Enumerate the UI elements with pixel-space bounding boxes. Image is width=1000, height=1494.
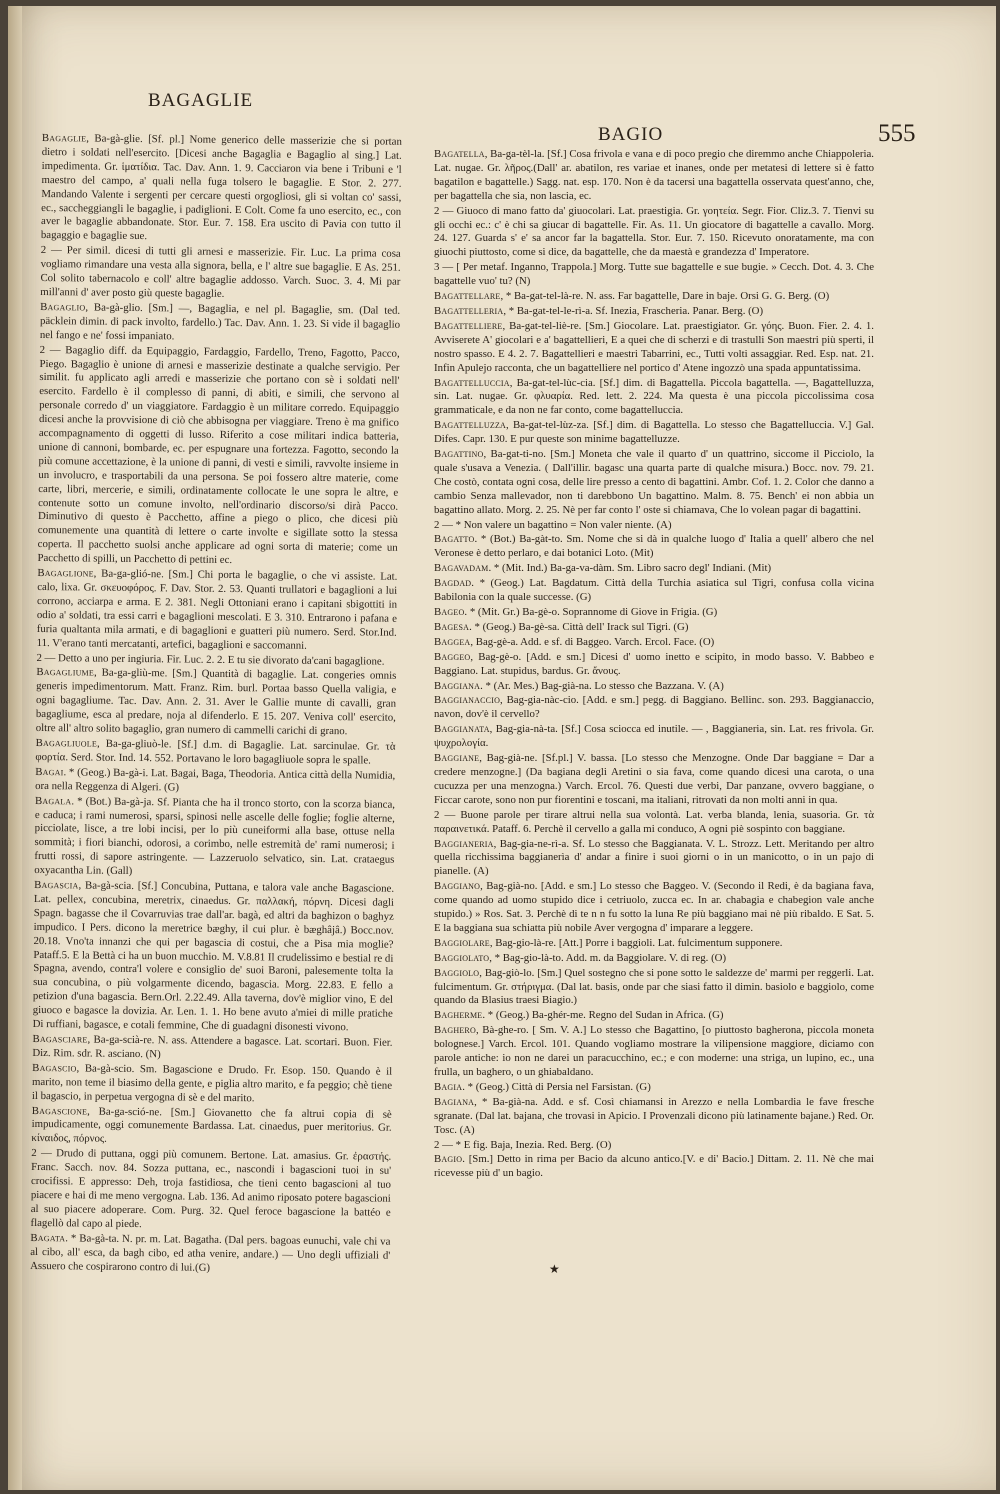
entry-text: . [Sm.] Detto in rima per Bacio da alcuno antico.[V. e di' Bacio.] Dittam. 2. 11. Nè che mai ricevesse più d' un bagio. [434, 1153, 874, 1180]
headword: Bagala [34, 794, 72, 807]
dictionary-entry [434, 636, 874, 650]
entry-text: , Ba-gà-scio. Sm. Bagascione e Drudo. Fr. Esop. 150. Quando è il marito, non teme il biasimo della gente, e piglia altro marito, e fa peggio; chè tiene il bagascio, in perpetua vergogna di sè e del marito. [31, 1062, 393, 1104]
headword: Bagattelluccia [434, 376, 510, 389]
dictionary-entry [434, 148, 874, 204]
headword: Bagavadam [434, 562, 489, 575]
running-head-left: BAGAGLIE [148, 90, 254, 111]
entry-sense [434, 519, 874, 533]
dictionary-entry [434, 838, 874, 880]
entry-text: 2 — Bagaglio diff. da Equipaggio, Fardaggio, Fardello, Treno, Fagotto, Pacco, Piego. Bagaglio è unione di arnesi e masserizie destinate a qualche servigio. Per similit. fu applicato agli arredi e masserizie che portano con sè i soldati nell' esercito. Fardello è il complesso di panni, di abiti, e simili, che servono al personale corredo d' un viaggiatore. Fardaggio è un militare corredo. Equipaggio dicesi anche la provvisione di ciò che abbisogna per viaggiare. Treno è ma gnifico accompagnamento di oggetti di lusso. Riferito a cose militari indica batteria, unione di cannoni, bombarde, ec. per espugnare una fortezza. Fagotto, secondo la più comune accettazione, è la unione di panni, di vesti e simili, ravvolte insieme in un involucro, e trasportabili da una persona. Se poi fossero altre materie, come carte, libri, mercerie, e simili, ordinatamente collocate le une sopra le altre, e contenute sotto un comune involto, nell'ordinario discorso/si dirà Pacco. Diminutivo di questo è Pacchetto, affine a piego o plico, che dicesi più comunemente una quantità di lettere o carte involte e sigillate sotto la stessa coperta. Il pacchetto suolsi anche applicare ad ogni sorta di materie; come un Pacchetto di spilli, un Pacchetto di pettini ec. [37, 343, 400, 567]
dictionary-entry [434, 419, 874, 447]
entry-text: . * (Bot.) Ba-gàt-to. Sm. Nome che si dà in qualche luogo d' Italia a quell' albero che nel Veronese è detto perlaro, e dai botanici Loto. (Mit) [434, 533, 874, 560]
entry-text: . * (Ar. Mes.) Bag-già-na. Lo stesso che Bazzana. V. (A) [480, 679, 724, 692]
entry-sense [434, 261, 874, 289]
dictionary-entry [434, 577, 874, 605]
headword: Baggiano [434, 880, 481, 893]
entry-text: . * Ba-gà-ta. N. pr. m. Lat. Bagatha. (Dal pers. bagoas eunuchi, vale chi va al cibo, all' esca, da bagh cibo, ed atha venire, andare.) — Uno degli uffiziali d' Assuero che cospirarono contro di lui.(G) [30, 1231, 391, 1274]
right-column [434, 148, 874, 1182]
headword: Bagherme [434, 1009, 483, 1022]
entry-text: , Ba-ga-gliù-me. [Sm.] Quantità di bagaglie. Lat. congeries omnis generis impedimentorum. Matt. Franz. Rim. burl. Portaa basso Quella valigia, e ogni bagagliume. Tac. Dav. Ann. 2. 31. Aver le Gallie munte di cavalli, gran bagagliume, esca al predare, noja al difenderlo. E 15. 207. Veniva coll' esercito, oltre all' altro solito bagaglio, gran numero di cammelli carichi di grano. [35, 667, 397, 738]
entry-text: 2 — Buone parole per tirare altrui nella sua volontà. Lat. verba blanda, lenia, suasoria. Gr. τὰ παραινετικά. Pataff. 6. Perchè il cervello a galla mi conduco, A ogni piè sospinto con baggiane. [434, 808, 874, 835]
entry-text: , * Ba-già-na. Add. e sf. Così chiamansi in Arezzo e nella Lombardia le fave fresche sgranate. (Dal lat. bajana, che trovasi in Apicio. I Provenzali dicono più latinamente bajane.) Red. Or. Tosc. (A) [434, 1095, 874, 1136]
dictionary-entry [434, 651, 874, 679]
entry-sense [434, 1139, 874, 1153]
headword: Bagattelleria [434, 304, 504, 317]
dictionary-entry [434, 562, 874, 576]
entry-text: , Ba-ga-scià-re. N. ass. Attendere a bagasce. Lat. scortari. Buon. Fier. Diz. Rim. sdr. R. asciano. (N) [32, 1033, 393, 1061]
headword: Bagiana [434, 1095, 475, 1108]
entry-text: , * Ba-gat-tel-là-re. N. ass. Far bagattelle, Dare in baje. Orsi G. G. Berg. (O) [500, 290, 830, 303]
end-mark: ★ [549, 1262, 560, 1276]
headword: Bagattino [434, 448, 484, 461]
entry-text: , * Ba-gat-tel-le-rì-a. Sf. Inezia, Frascheria. Panar. Berg. (O) [503, 304, 764, 317]
dictionary-entry [434, 723, 874, 751]
dictionary-entry [434, 1024, 874, 1080]
headword: Bagaglione [37, 567, 94, 580]
entry-sense [40, 244, 401, 303]
entry-text: , * Bag-gio-là-to. Add. m. da Baggiolare. V. di reg. (O) [489, 951, 727, 964]
dictionary-entry [434, 290, 874, 304]
dictionary-entry [434, 937, 874, 951]
entry-text: 3 — [ Per metaf. Inganno, Trappola.] Morg. Tutte sue bagattelle e sue bugie. » Cecch. Dot. 4. 3. Che bagattelle vuo' tu? (N) [434, 261, 874, 288]
entry-sense [37, 344, 399, 570]
dictionary-entry [41, 132, 402, 247]
entry-text: , Bà-ghe-ro. [ Sm. V. A.] Lo stesso che Bagattino, [o piuttosto bagherona, piccola moneta bolognese.] Varch. Ercol. 101. Quando vogliamo mostrare la vilipensione maggiore, diciamo con parole antiche: io non ne darei un paracucchino, ec.; e con moderne: una striga, un lupino, ec., una frulla, un baghero, o un ghiabaldano. [434, 1024, 874, 1078]
dictionary-entry [434, 606, 874, 620]
entry-text: 2 — * E fig. Baja, Inezia. Red. Berg. (O) [434, 1138, 612, 1151]
dictionary-entry [434, 1096, 874, 1138]
entry-text: , Bag-gio-là-re. [Att.] Porre i baggioli. Lat. fulcimentum supponere. [489, 936, 783, 949]
headword: Bagascione [31, 1104, 88, 1118]
entry-text: , Ba-ga-gliuò-le. [Sf.] d.m. di Bagaglie. Lat. sarcinulae. Gr. τὰ φορτία. Serd. Stor. Ind. 14. 552. Portavano le loro bagagliuole sopra le spalle. [35, 737, 396, 767]
dictionary-entry [434, 880, 874, 936]
entry-text: , Ba-gà-glio. [Sm.] —, Bagaglia, e nel pl. Bagaglie, sm. (Dal ted. päcklein dimin. di pack involto, fardello.) Tac. Dav. Ann. 1. 23. Si vide il bagaglio nel fango e ne' fossi impaniato. [39, 301, 401, 343]
dictionary-entry [35, 737, 395, 769]
entry-text: , Ba-gat-tel-liè-re. [Sm.] Giocolare. Lat. praestigiator. Gr. γόης. Buon. Fier. 2. 4. 1. Avviserete A' giocolari e a' bagattellieri, E a quei che di scherzi e di trastulli Son maestri più sperti, il nostro spasso. E 4. 2. 7. Bagattellieri e maestri Tabarrini, ec., Tutti volti assaggiar. Red. Esp. nat. 21. Infin Apulejo racconta, che un bagattelliere nel portico d' Atene ingozzò una spada appuntatissima. [434, 319, 874, 374]
entry-text: . * (Geog.) Lat. Bagdatum. Città della Turchia asiatica sul Tigri, confusa colla vicina Babilonia con la quale successe. (G) [434, 577, 874, 604]
headword: Bagascio [32, 1061, 77, 1075]
dictionary-entry [32, 1033, 392, 1065]
entry-text: . * (Mit. Ind.) Ba-ga-va-dàm. Sm. Libro sacro degl' Indiani. (Mit) [488, 562, 772, 575]
headword: Bagesa [434, 620, 470, 633]
dictionary-entry [434, 694, 874, 722]
entry-text: , Ba-ga-glió-ne. [Sm.] Chi porta le bagaglie, o che vi assiste. Lat. calo, lixa. Gr. σκευοφόρος. F. Dav. Stor. 2. 53. Quanti trullatori e bagaglioni a lui corrono, acciarpa e arma. E 2. 381. Negli Ottoniani erano i capitani sbigottiti in odio a' soldati, tra essi carri e bagaglioni mescolati. E 3. 310. Entrarono i pafana e furia qualtanta mila armati, e di bagaglioni e guatteri più numero. Serd. Stor.Ind. 11. V'erano tanti mercatanti, artefici, bagaglioni e saccomanni. [36, 567, 398, 652]
headword: Bagai [35, 765, 64, 779]
entry-text: 2 — Giuoco di mano fatto da' giuocolari. Lat. praestigia. Gr. γοητεία. Segr. Fior. Cliz.3. 7. Tienvi su gli occhi ec.: c' è chi sa giucar di bagattelle. Fir. As. 11. Un giocatore di bagattelle a cavallo. Morg. 24. 127. Guarda s' e' sa ancor far la bagattella. Stor. Eur. 7. 150. Ricevuto onoratamente, ma con giuochi piuttosto, come si dice, da bagattelle, che da maestà e grandezza d' Imperatore. [434, 204, 874, 259]
headword: Bagattelluzza [434, 419, 507, 432]
entry-text: . * (Geog.) Ba-ghér-me. Regno del Sudan in Africa. (G) [482, 1009, 724, 1022]
dictionary-entry [35, 766, 395, 798]
dictionary-entry [434, 952, 874, 966]
page-header [8, 90, 996, 147]
entry-text: . * (Geog.) Ba-gè-sa. Città dell' Irack sul Tigri. (G) [469, 620, 689, 633]
dictionary-entry [434, 1153, 874, 1181]
headword: Baggea [434, 635, 471, 648]
headword: Baggianata [434, 723, 490, 736]
dictionary-entry [434, 1009, 874, 1023]
entry-text: 2 — Detto a uno per ingiuria. Fir. Luc. 2. 2. E tu sie divorato da'cani bagaglione. [36, 651, 385, 668]
headword: Baggiana [434, 679, 481, 692]
entry-text: 2 — * Non valere un bagattino = Non valer niente. (A) [434, 518, 672, 531]
entry-sense [434, 205, 874, 261]
headword: Bagio [434, 1153, 463, 1166]
entry-text: , Ba-ga-tèl-la. [Sf.] Cosa frivola e vana e di poco pregio che diremmo anche Chiappoleria. Lat. nugae. Gr. λῆρος.(Dall' ar. abatilon, res variae et inanes, onde per metatesi di lettere si è fatto bagatilon e bagattelle.) Sagg. nat. esp. 170. Non è da tacersi una bagattella osservata quest'anno, che, per bagattella che sia, non lascia, ec. [434, 148, 874, 202]
binding-edge [8, 6, 22, 1490]
headword: Baggianeria [434, 837, 494, 850]
headword: Bagia [434, 1080, 463, 1093]
headword: Bagatella [434, 148, 485, 160]
entry-text: , Bag-già-no. [Add. e sm.] Lo stesso che Baggeo. V. (Secondo il Redi, è da bagiana fava, come quando ad uomo stupido dice i cetriuolo, zucca ec. In ar. chabagia e chabegion vale anche stupido.) » Ros. Sat. 3. Perchè di te n n fu sotto la luna Re più baggiano mai nè più ribaldo. E Sat. 5. E la baggiana sua schiatta più nobile Aver vergogna d' imparare a leggere. [434, 880, 874, 934]
headword: Bagatto [434, 533, 475, 546]
headword: Bagagliuole [35, 736, 98, 750]
entry-text: , Bag-gia-nàc-cio. [Add. e sm.] pegg. di Baggiano. Bellinc. son. 293. Baggianaccio, navon, dov'è il cervello? [434, 694, 874, 721]
entry-text: . * (Geog.) Città di Persia nel Farsistan. (G) [462, 1080, 651, 1093]
headword: Bagata [30, 1231, 66, 1244]
dictionary-entry [434, 320, 874, 376]
entry-text: . * (Geog.) Ba-gà-i. Lat. Bagai, Baga, Theodoria. Antica città della Numidia, ora nella Reggenza di Algeri. (G) [35, 766, 396, 794]
page-number: 555 [878, 120, 916, 147]
headword: Baggianaccio [434, 694, 501, 707]
dictionary-entry [434, 621, 874, 635]
headword: Bagattellare [434, 290, 501, 303]
dictionary-entry [32, 1062, 392, 1107]
entry-text: , Ba-gà-scia. [Sf.] Concubina, Puttana, e talora vale anche Bagascione. Lat. pellex, concubina, meretrix, cinaedus. Gr. παλλακή, πόρνη. Dicesi dagli Spagn. bagasse che il Covarruvias trae dall'ar. bagà, ed altri da baghizon o baghyz impudico. I Pers. dicono la meretrice bæghy, il cui plur. è bæghâjâ.) Bocc.nov. 20.18. Vno'ta innanzi che qui per bagascia di costui, che a Pisa mia moglie? Pataff.5. E la Bettà ci ha un buon mucchio. M. V.8.81 Il crudelissimo e bestial re di Spagna, avendo, contra'l volere e consiglio de' suoi Baroni, palesemente tolta la sua concubina, o più volgarmente dicendo, bagascia. Morg. 22.83. E fello a petizion d'una bagascia. Bern.Orl. 2.22.49. Alla taverna, dov'è miglior vino, E del giuoco e bagasce la dovizia. Ar. Len. 1. 1. Ho bene avuto a'miei di mille pratiche Di ruffiani, bagasce, e cotali femmine, Che di guadagni disonesti vivono. [32, 879, 395, 1034]
entry-text: , Bag-giò-lo. [Sm.] Quel sostegno che si pone sotto le saldezze de' marmi per reggerli. Lat. fulcimentum. Gr. στήριγμα. (Dal lat. basis, onde par che siasi fatto il dimin. basiolo e baggiolo, come quando da Blasius traesi Biagio.) [434, 966, 874, 1007]
entry-text: , Ba-gat-tel-lùc-cia. [Sf.] dim. di Bagattella. Piccola bagattella. —, Bagattelluzza, sin. Lat. nugae. Gr. φλυαρία. Red. lett. 2. 224. Ma questa è una piccola piccolissima cosa grammaticale, e da non ne far conto, come bagattelluccia. [434, 376, 874, 417]
headword: Bagattelliere [434, 319, 503, 332]
dictionary-entry [434, 377, 874, 419]
headword: Baggeo [434, 650, 471, 663]
entry-text: , Ba-gà-glie. [Sf. pl.] Nome generico delle masserizie che si portan dietro i soldati nell'esercito. [Dicesi anche Bagaglia e Bagaglio al sing.] Lat. impedimenta. Gr. ἱματίδια. Tac. Dav. Ann. 1. 9. Cacciaron via bene i Tribuni e 'l maestro del campo, a' quali nella fuga tolsero le bagaglie. E Stor. 2. 277. Mandando Valente i sergenti per cercare questi orgogliosi, gli si voltan co' sassi, ec., saccheggiangli le bagaglie, i padiglioni. E Colt. Come fa uno esercito, ec., con aver le bagaglie abbandonate. Stor. Eur. 7. 158. Era uscito di Pavia con tutto il bagaggio e bagaglie sue. [40, 132, 402, 243]
dictionary-entry [37, 567, 398, 654]
dictionary-entry [434, 1081, 874, 1095]
entry-sense [434, 809, 874, 837]
entry-text: . * (Mit. Gr.) Ba-gè-o. Soprannome di Giove in Frigia. (G) [464, 606, 718, 618]
left-column [30, 132, 402, 1278]
entry-text: 2 — Drudo di puttana, oggi più comunem. Bertone. Lat. amasius. Gr. ἐραστής. Franc. Sacch. nov. 84. Sozza puttana, ec., nascondi i bagascioni tuoi in su' crocifissi. E appresso: Deh, troja fastidiosa, che tieni cento bagascioni al tuo piacere e hai di me meno vergogna. Lab. 136. Ad animo riposato potere bagascioni al suo piacere adoperare. Com. Purg. 32. Quel feroce bagascione la battéo e flagellò dal capo al piede. [30, 1147, 392, 1230]
entry-text: , Bag-gè-o. [Add. e sm.] Dicesi d' uomo inetto e scipito, in modo basso. V. Babbeo e Baggiano. Lat. stupidus, bardus. Gr. ἄνους. [434, 650, 874, 677]
headword: Bagaglie [41, 132, 87, 145]
dictionary-page [8, 6, 996, 1490]
dictionary-entry [36, 666, 397, 739]
entry-text: , Ba-gat-ti-no. [Sm.] Moneta che vale il quarto d' un quattrino, siccome il Picciolo, la quale s'usava a Venezia. ( Dall'illir. bagasc una quarta parte di qualche misura.) Bocc. nov. 79. 21. Che costò, contata ogni cosa, delle lire presso a cento di bagattini. Ambr. Cof. 1. 2. Color che danno a cambio Senza mallevador, non ti darebbono Un bagattino. Malm. 8. 75. Bench' ei non abbia un bagattino allato. Morg. 2. 25. Nè per far conto l' oste si chiamava, Che lo volean pagar di bagattini. [434, 448, 874, 516]
headword: Bagaglio [40, 300, 86, 314]
entry-sense [30, 1147, 391, 1234]
running-head-right: BAGIO [598, 124, 664, 145]
dictionary-entry [434, 967, 874, 1009]
entry-text: 2 — Per simil. dicesi di tutti gli arnesi e masserizie. Fir. Luc. La prima cosa vogliamo rimandare una vesta alla signora, bella, e l' altre sue bagaglie. E As. 251. Col solito tabernacolo e coll' altre bagaglie addosso. Varch. Suoc. 3. 4. Mi par mill'anni d' aver posto giù queste bagaglie. [40, 244, 401, 300]
headword: Baggiane [434, 752, 480, 765]
headword: Baggiolo [434, 966, 480, 979]
headword: Bagagliume [36, 666, 95, 680]
headword: Baggiolare [434, 936, 490, 949]
entry-text: , Ba-gat-tel-lùz-za. [Sf.] dim. di Bagattella. Lo stesso che Bagattelluccia. V.] Gal. Difes. Capr. 130. E pur queste son minime bagattelluzze. [434, 419, 874, 446]
dictionary-entry [434, 305, 874, 319]
entry-text: , Bag-gia-nà-ta. [Sf.] Cosa sciocca ed inutile. — , Baggianeria, sin. Lat. res frivola. Gr. ψυχρολογία. [434, 723, 874, 750]
dictionary-entry [434, 752, 874, 808]
headword: Bagasciare [32, 1032, 88, 1046]
entry-text: . * (Bot.) Ba-gà-ja. Sf. Pianta che ha il tronco storto, con la scorza bianca, e caduca; i rami numerosi, sparsi, spinosi nelle ascelle delle foglie; foglie alterne, picciolate, lisce, a tre lobi incisi, per lo più cuneiformi alla base, ottuse nella sommità; i fiori bianchi, odorosi, a corimbo, nelle estremità de' rami numerosi; i frutti rossi, di sapore astringente. — Lazzeruolo selvatico, sin. Lat. crataegus oxyacantha Lin. (Gall) [34, 794, 396, 878]
dictionary-entry [434, 533, 874, 561]
headword: Baghero [434, 1024, 476, 1037]
dictionary-entry [31, 1104, 391, 1149]
dictionary-entry [33, 879, 395, 1036]
dictionary-entry [434, 680, 874, 694]
dictionary-entry [40, 301, 400, 346]
entry-text: , Bag-gia-ne-rì-a. Sf. Lo stesso che Baggianata. V. L. Strozz. Lett. Meritando per altro quella ricchissima baggianerìa d' andar a finire i suoi giorni o in un manicotto, o in un pajo di pianelle. (A) [434, 837, 874, 878]
entry-text: , Bag-gè-a. Add. e sf. di Baggeo. Varch. Ercol. Face. (O) [470, 635, 715, 648]
entry-text: , Ba-ga-sció-ne. [Sm.] Giovanetto che fa altrui copia di sè impudicamente, oggi comunemente Bardassa. Lat. cinaedus, puer meritorius. Gr. κίναιδος, πόρνος. [31, 1105, 392, 1146]
entry-text: , Bag-già-ne. [Sf.pl.] V. bassa. [Lo stesso che Menzogne. Onde Dar baggiane = Dar a credere menzogne.] (Da bagiana degli Aretini o sia fava, come quando dicesi una carota, o una cucuzza per una menzogna.) Varch. Ercol. 76. Questi due verbi, Dar panzane, ovvero baggiane, o Ficcar carote, sono non pur fiorentini e toscani, ma italiani, ritrovati da non molti anni in qua. [434, 752, 874, 806]
dictionary-entry [434, 448, 874, 518]
dictionary-entry [34, 795, 395, 882]
headword: Bagascia [34, 878, 79, 892]
headword: Baggiolato [434, 951, 490, 964]
headword: Bageo [434, 606, 465, 618]
headword: Bagdad [434, 577, 472, 590]
dictionary-entry [30, 1232, 390, 1277]
